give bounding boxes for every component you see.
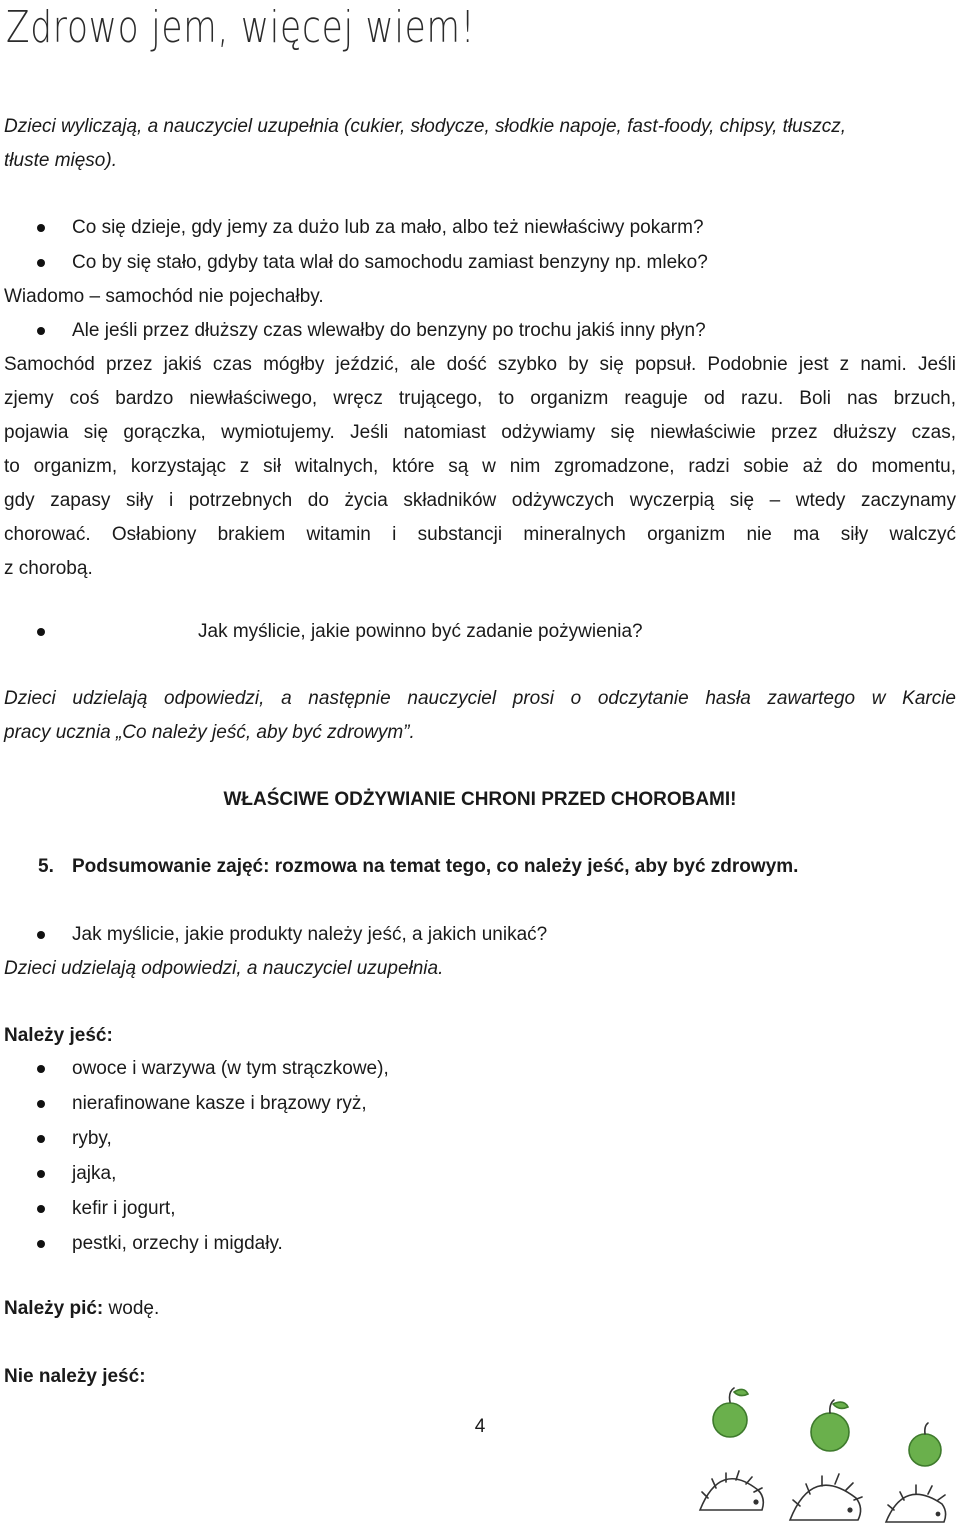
slogan: WŁAŚCIWE ODŻYWIANIE CHRONI PRZED CHOROBAMI! [223,789,737,810]
bullet-icon [37,224,45,232]
bullet-icon [37,259,45,267]
page-number: 4 [474,1416,486,1437]
explanation-line: chorować. Osłabiony brakiem witamin i substancji mineralnych organizm nie ma siły walczyć [4,524,956,545]
question-1: Co się dzieje, gdy jemy za dużo lub za mało, albo też niewłaściwy pokarm? [72,217,704,238]
answer-5: Dzieci udzielają odpowiedzi, a nauczyciel uzupełnia. [4,958,444,979]
should-drink-value: wodę. [103,1298,160,1319]
should-eat-label: Należy jeść: [4,1025,113,1046]
explanation-line: z chorobą. [4,558,93,579]
should-drink-line [4,1292,159,1326]
question-5: Jak myślicie, jakie produkty należy jeść, a jakich unikać? [72,924,548,945]
should-eat-item: ryby, [72,1128,112,1149]
explanation-line: to organizm, korzystając z sił witalnych, które są w nim zgromadzone, radzi sobie aż do momentu, [4,456,956,477]
bullet-icon [37,1100,45,1108]
bullet-icon [37,1135,45,1143]
answer-4-line-1: Dzieci udzielają odpowiedzi, a następnie nauczyciel prosi o odczytanie hasła zawartego w Karcie [4,688,956,709]
bullet-icon [37,1065,45,1073]
should-eat-item: nierafinowane kasze i brązowy ryż, [72,1093,367,1114]
should-not-eat-label: Nie należy jeść: [4,1366,146,1387]
question-2: Co by się stało, gdyby tata wlał do samochodu zamiast benzyny np. mleko? [72,252,708,273]
bullet-icon [37,1205,45,1213]
intro-line-2: tłuste mięso). [4,150,117,171]
bullet-icon [37,628,45,636]
question-2-answer: Wiadomo – samochód nie pojechałby. [4,286,324,307]
should-eat-item: pestki, orzechy i migdały. [72,1233,283,1254]
explanation-line: gdy zapasy siły i potrzebnych do życia składników odżywczych wyczerpią się – wtedy zaczynamy [4,490,956,511]
question-3: Ale jeśli przez dłuższy czas wlewałby do benzyny po trochu jakiś inny płyn? [72,320,706,341]
should-drink-label: Należy pić: [4,1298,104,1319]
section-title: Podsumowanie zajęć: rozmowa na temat tego, co należy jeść, aby być zdrowym. [72,856,799,877]
bullet-icon [37,931,45,939]
hedgehogs-with-apples-icon [690,1380,960,1528]
explanation-line: Samochód przez jakiś czas mógłby jeździć, ale dość szybko by się popsuł. Podobnie jest z nami. Jeśli [4,354,956,375]
intro-line-1: Dzieci wyliczają, a nauczyciel uzupełnia (cukier, słodycze, słodkie napoje, fast-foody, chipsy, tłuszcz, [4,116,847,137]
page-title: Zdrowo jem, więcej wiem! [6,2,476,53]
should-eat-item: owoce i warzywa (w tym strączkowe), [72,1058,389,1079]
answer-4-line-2: pracy ucznia „Co należy jeść, aby być zdrowym”. [4,722,415,743]
explanation-line: pojawia się gorączka, wymiotujemy. Jeśli natomiast odżywiamy się niewłaściwie przez dłuższy czas, [4,422,956,443]
explanation-line: zjemy coś bardzo niewłaściwego, wręcz trującego, to organizm reaguje od razu. Boli nas brzuch, [4,388,956,409]
bullet-icon [37,1240,45,1248]
should-eat-item: jajka, [72,1163,117,1184]
should-eat-item: kefir i jogurt, [72,1198,176,1219]
section-number: 5. [38,856,54,877]
bullet-icon [37,1170,45,1178]
question-4: Jak myślicie, jakie powinno być zadanie pożywienia? [198,621,643,642]
bullet-icon [37,327,45,335]
